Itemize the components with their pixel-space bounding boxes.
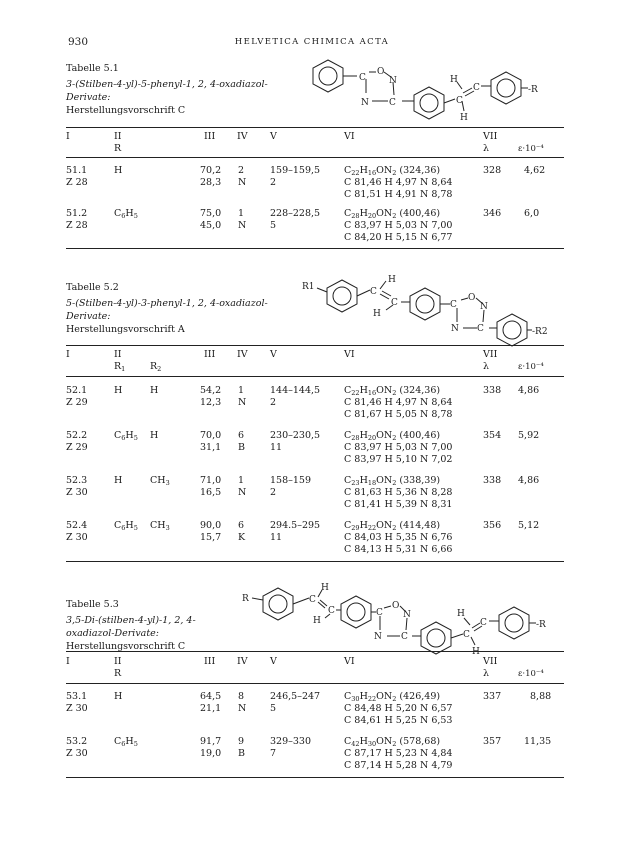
table-rule: [66, 157, 564, 158]
value-iii: 91,7: [200, 736, 222, 747]
value-iv: N: [238, 487, 247, 498]
col-header-iv: IV: [237, 131, 248, 142]
atom-c: C: [456, 96, 463, 106]
molecular-formula: $C_{23}H_{18}ON_2$ (338,39): [344, 475, 441, 487]
table-subtitle: 3-(Stilben-4-yl)-5-phenyl-1, 2, 4-oxadiazol-Derivate:: [66, 79, 268, 103]
value-iv: K: [238, 532, 246, 543]
col-header-lambda: λ: [483, 668, 490, 679]
analysis-found: C 84,20 H 5,15 N 6,77: [344, 232, 453, 243]
col-header-vi: VI: [344, 131, 355, 142]
epsilon: 8,88: [530, 691, 552, 702]
col-header-vii: VII: [483, 656, 498, 667]
atom-c: C: [359, 73, 366, 83]
substituent-r: $C_6H_5$: [114, 208, 138, 220]
compound-ref: Z 30: [66, 487, 88, 498]
analysis-calculated: C 84,03 H 5,35 N 6,76: [344, 532, 453, 543]
value-iv: 6: [238, 430, 245, 441]
col-header-ii: II: [114, 349, 122, 360]
analysis-calculated: C 87,17 H 5,23 N 4,84: [344, 748, 453, 759]
substituent-r2: H: [150, 385, 159, 396]
value-iii: 71,0: [200, 475, 222, 486]
page-number: 930: [68, 36, 89, 48]
col-header-iii: III: [204, 349, 216, 360]
col-header-v: V: [270, 131, 277, 142]
substituent-r: $C_6H_5$: [114, 736, 138, 748]
compound-id: 52.2: [66, 430, 88, 441]
epsilon: 5,92: [518, 430, 540, 441]
value-v: 7: [270, 748, 277, 759]
table-title: Tabelle 5.3: [66, 599, 119, 610]
value-iv: 9: [238, 736, 245, 747]
atom-h: H: [388, 275, 396, 285]
atom-h: H: [450, 75, 458, 85]
analysis-calculated: C 84,48 H 5,20 N 6,57: [344, 703, 453, 714]
melting-point: 228–228,5: [270, 208, 321, 219]
lambda-max: 354: [483, 430, 502, 441]
value-iv: N: [238, 177, 247, 188]
value-iii: 54,2: [200, 385, 222, 396]
col-header-iii: III: [204, 656, 216, 667]
molecular-formula: $C_{28}H_{20}ON_2$ (400,46): [344, 208, 441, 220]
atom-c: C: [473, 83, 480, 93]
atom-o: O: [392, 601, 400, 611]
atom-c: C: [477, 324, 484, 334]
substituent-r: H: [114, 165, 123, 176]
col-header-ii: II: [114, 656, 122, 667]
table-subtitle: 3,5-Di-(stilben-4-yl)-1, 2, 4-oxadiazol-Derivate:: [66, 615, 196, 639]
analysis-found: C 87,14 H 5,28 N 4,79: [344, 760, 453, 771]
value-iii: 70,0: [200, 430, 222, 441]
value-iv: 2: [238, 165, 245, 176]
substituent-r2: $CH_3$: [150, 520, 170, 532]
substituent-r: R: [242, 594, 249, 604]
melting-point: 159–159,5: [270, 165, 321, 176]
epsilon: 4,62: [524, 165, 546, 176]
value-iv: 1: [238, 475, 245, 486]
atom-c: C: [391, 298, 398, 308]
melting-point: 230–230,5: [270, 430, 321, 441]
substituent-r1: H: [114, 475, 123, 486]
epsilon: 11,35: [524, 736, 552, 747]
value-iii: 15,7: [200, 532, 222, 543]
substituent-r: -R: [536, 620, 546, 630]
value-iv: N: [238, 397, 247, 408]
atom-h: H: [460, 113, 468, 123]
col-header-r1: $R_1$: [114, 361, 126, 373]
table-rule: [66, 345, 564, 346]
compound-ref: Z 29: [66, 397, 88, 408]
col-header-v: V: [270, 656, 277, 667]
atom-c: C: [463, 630, 470, 640]
lambda-max: 346: [483, 208, 502, 219]
lambda-max: 328: [483, 165, 502, 176]
structure-5-1: [300, 55, 564, 127]
value-iv: 6: [238, 520, 245, 531]
value-iv: 8: [238, 691, 245, 702]
epsilon: 4,86: [518, 475, 540, 486]
lambda-max: 338: [483, 475, 502, 486]
analysis-found: C 81,51 H 4,91 N 8,78: [344, 189, 453, 200]
value-iii: 19,0: [200, 748, 222, 759]
structure-5-2: [300, 268, 564, 348]
atom-c: C: [480, 618, 487, 628]
value-v: 5: [270, 220, 277, 231]
col-header-vi: VI: [344, 349, 355, 360]
table-procedure: Herstellungsvorschrift C: [66, 641, 186, 652]
analysis-found: C 84,61 H 5,25 N 6,53: [344, 715, 453, 726]
substituent-r: -R: [528, 85, 538, 95]
atom-h: H: [321, 583, 329, 593]
atom-n: N: [361, 98, 369, 108]
value-iii: 64,5: [200, 691, 222, 702]
compound-ref: Z 30: [66, 748, 88, 759]
value-v: 5: [270, 703, 277, 714]
col-header-i: I: [66, 131, 70, 142]
value-iii: 70,2: [200, 165, 222, 176]
atom-c: C: [328, 606, 335, 616]
lambda-max: 338: [483, 385, 502, 396]
col-header-epsilon: ε·10⁻⁴: [518, 669, 544, 679]
value-iv: 1: [238, 208, 245, 219]
substituent-r1: $C_6H_5$: [114, 430, 138, 442]
value-v: 2: [270, 397, 277, 408]
lambda-max: 356: [483, 520, 502, 531]
compound-ref: Z 29: [66, 442, 88, 453]
melting-point: 246,5–247: [270, 691, 321, 702]
col-header-r: R: [114, 668, 122, 679]
melting-point: 294.5–295: [270, 520, 321, 531]
melting-point: 329–330: [270, 736, 312, 747]
compound-ref: Z 30: [66, 532, 88, 543]
table-rule: [66, 683, 564, 684]
compound-ref: Z 30: [66, 703, 88, 714]
value-iii: 45,0: [200, 220, 222, 231]
col-header-r2: $R_2$: [150, 361, 162, 373]
value-v: 11: [270, 532, 283, 543]
molecular-formula: $C_{30}H_{22}ON_2$ (426,49): [344, 691, 441, 703]
atom-n: N: [480, 302, 488, 312]
table-5-2-caption: [66, 281, 306, 336]
analysis-calculated: C 81,63 H 5,36 N 8,28: [344, 487, 453, 498]
value-iii: 28,3: [200, 177, 222, 188]
analysis-calculated: C 83,97 H 5,03 N 7,00: [344, 220, 453, 231]
melting-point: 144–144,5: [270, 385, 321, 396]
compound-ref: Z 28: [66, 220, 88, 231]
epsilon: 4,86: [518, 385, 540, 396]
lambda-max: 357: [483, 736, 502, 747]
col-header-iv: IV: [237, 349, 248, 360]
col-header-iv: IV: [237, 656, 248, 667]
molecular-formula: $C_{42}H_{30}ON_2$ (578,68): [344, 736, 441, 748]
col-header-vi: VI: [344, 656, 355, 667]
compound-id: 51.2: [66, 208, 88, 219]
table-rule: [66, 248, 564, 249]
value-iii: 75,0: [200, 208, 222, 219]
analysis-calculated: C 81,46 H 4,97 N 8,64: [344, 177, 453, 188]
analysis-found: C 84,13 H 5,31 N 6,66: [344, 544, 453, 555]
col-header-i: I: [66, 656, 70, 667]
melting-point: 158–159: [270, 475, 312, 486]
compound-id: 53.1: [66, 691, 88, 702]
col-header-lambda: λ: [483, 143, 490, 154]
col-header-lambda: λ: [483, 361, 490, 372]
table-5-1-caption: [66, 62, 306, 117]
col-header-epsilon: ε·10⁻⁴: [518, 144, 544, 154]
atom-c: C: [309, 595, 316, 605]
analysis-found: C 81,41 H 5,39 N 8,31: [344, 499, 453, 510]
atom-c: C: [370, 287, 377, 297]
value-iv: 1: [238, 385, 245, 396]
molecular-formula: $C_{29}H_{22}ON_2$ (414,48): [344, 520, 441, 532]
analysis-calculated: C 81,46 H 4,97 N 8,64: [344, 397, 453, 408]
molecular-formula: $C_{22}H_{16}ON_2$ (324,36): [344, 385, 441, 397]
epsilon: 6,0: [524, 208, 540, 219]
compound-id: 52.3: [66, 475, 88, 486]
table-rule: [66, 127, 564, 128]
atom-o: O: [377, 67, 385, 77]
value-iii: 16,5: [200, 487, 222, 498]
substituent-r: H: [114, 691, 123, 702]
atom-c: C: [376, 608, 383, 618]
atom-h: H: [472, 647, 480, 657]
substituent-r2: $CH_3$: [150, 475, 170, 487]
atom-n: N: [389, 76, 397, 86]
substituent-r1: R1: [302, 282, 315, 292]
lambda-max: 337: [483, 691, 502, 702]
atom-h: H: [457, 609, 465, 619]
value-v: 2: [270, 177, 277, 188]
table-rule: [66, 376, 564, 377]
running-head: HELVETICA CHIMICA ACTA: [234, 37, 390, 47]
value-iv: N: [238, 220, 247, 231]
table-subtitle: 5-(Stilben-4-yl)-3-phenyl-1, 2, 4-oxadiazol-Derivate:: [66, 298, 268, 322]
substituent-r1: $C_6H_5$: [114, 520, 138, 532]
value-iii: 31,1: [200, 442, 222, 453]
col-header-i: I: [66, 349, 70, 360]
compound-id: 53.2: [66, 736, 88, 747]
table-procedure: Herstellungsvorschrift C: [66, 105, 186, 116]
compound-id: 52.4: [66, 520, 88, 531]
value-iii: 21,1: [200, 703, 222, 714]
atom-h: H: [313, 616, 321, 626]
value-iv: B: [238, 442, 245, 453]
compound-ref: Z 28: [66, 177, 88, 188]
molecular-formula: $C_{28}H_{20}ON_2$ (400,46): [344, 430, 441, 442]
value-iii: 90,0: [200, 520, 222, 531]
col-header-epsilon: ε·10⁻⁴: [518, 362, 544, 372]
substituent-r1: H: [114, 385, 123, 396]
substituent-r2: H: [150, 430, 159, 441]
atom-o: O: [468, 293, 476, 303]
atom-n: N: [374, 632, 382, 642]
table-procedure: Herstellungsvorschrift A: [66, 324, 185, 335]
atom-n: N: [403, 610, 411, 620]
epsilon: 5,12: [518, 520, 540, 531]
col-header-vii: VII: [483, 349, 498, 360]
table-rule: [66, 561, 564, 562]
col-header-v: V: [270, 349, 277, 360]
value-iii: 12,3: [200, 397, 222, 408]
compound-id: 52.1: [66, 385, 88, 396]
analysis-calculated: C 83,97 H 5,03 N 7,00: [344, 442, 453, 453]
analysis-found: C 81,67 H 5,05 N 8,78: [344, 409, 453, 420]
col-header-ii: II: [114, 131, 122, 142]
table-title: Tabelle 5.1: [66, 63, 119, 74]
atom-c: C: [389, 98, 396, 108]
molecular-formula: $C_{22}H_{16}ON_2$ (324,36): [344, 165, 441, 177]
value-iv: B: [238, 748, 245, 759]
substituent-r2: -R2: [532, 327, 548, 337]
table-title: Tabelle 5.2: [66, 282, 119, 293]
atom-h: H: [373, 309, 381, 319]
col-header-r: R: [114, 143, 122, 154]
value-iv: N: [238, 703, 247, 714]
value-v: 11: [270, 442, 283, 453]
atom-c: C: [450, 300, 457, 310]
atom-c: C: [401, 632, 408, 642]
table-rule: [66, 651, 564, 652]
col-header-vii: VII: [483, 131, 498, 142]
table-rule: [66, 777, 564, 778]
atom-n: N: [451, 324, 459, 334]
value-v: 2: [270, 487, 277, 498]
compound-id: 51.1: [66, 165, 88, 176]
analysis-found: C 83,97 H 5,10 N 7,02: [344, 454, 453, 465]
col-header-iii: III: [204, 131, 216, 142]
